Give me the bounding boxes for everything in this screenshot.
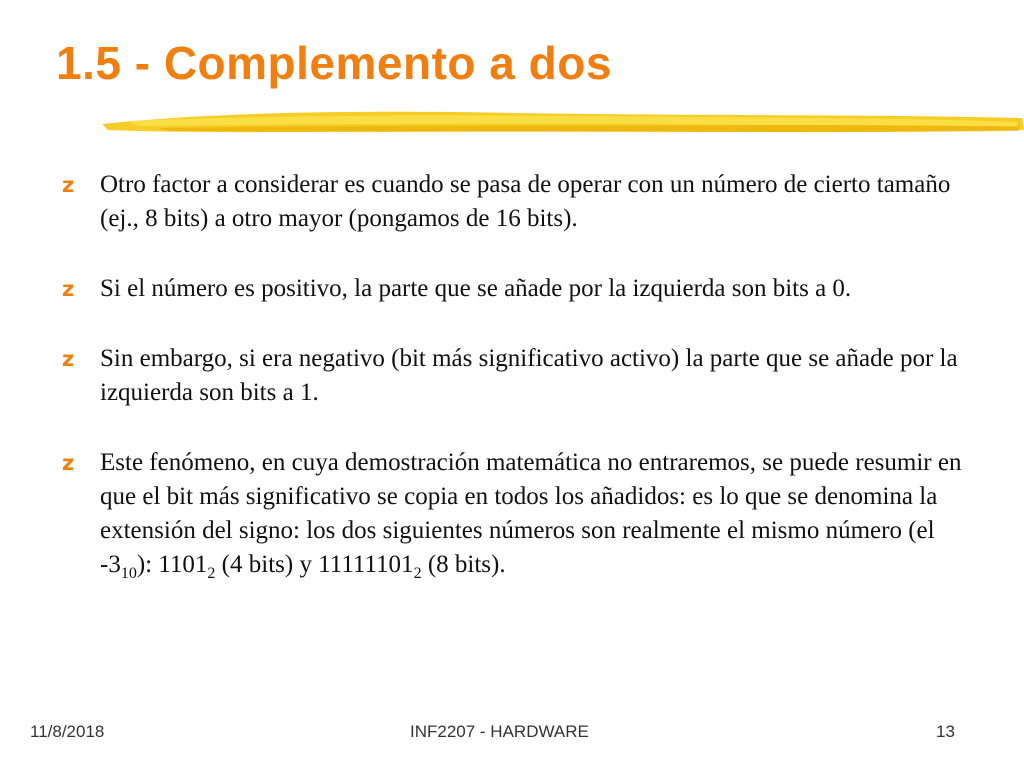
bullet-text: Sin embargo, si era negativo (bit más significativo activo) la parte que se añade por la izquierda son bits a 1. [100,345,958,406]
bullet-marker-icon: z [62,173,75,197]
bullet-text-part: ): 1101 [136,551,208,578]
footer-course: INF2207 - HARDWARE [410,722,589,741]
bullet-marker-icon: z [62,347,75,371]
slide-title: 1.5 - Complemento a dos [56,37,612,89]
bullet-marker-icon: z [62,451,75,475]
bullet-text: Si el número es positivo, la parte que se añade por la izquierda son bits a 0. [100,275,852,302]
bullet-text-part: (4 bits) y 11111101 [215,551,414,578]
bullet-text: Otro factor a considerar es cuando se pasa de operar con un número de cierto tamaño (ej., 8 bits) a otro mayor (pongamos de 16 bits). [100,171,951,232]
bullet-item [62,446,982,582]
bullet-list [62,168,982,582]
bullet-text-part: Este fenómeno, en cuya demostración matemática no entraremos, se puede resumir en que el bit más significativo se copia en todos los añadidos: es lo que se denomina la extensión del signo: los dos siguientes números son realmente el mismo número (el -3 [100,449,962,578]
bullet-text-part: (8 bits). [421,551,506,578]
subscript-base: 2 [207,565,216,582]
subscript-base: 10 [120,565,137,582]
bullet-item [62,272,982,306]
bullet-item [62,168,982,236]
bullet-item [62,342,982,410]
title-highlight-stroke [98,104,1024,140]
footer-page-number: 13 [936,722,955,741]
bullet-marker-icon: z [62,277,75,301]
subscript-base: 2 [413,565,422,582]
bullet-text [100,449,962,582]
footer-date: 11/8/2018 [30,722,105,741]
